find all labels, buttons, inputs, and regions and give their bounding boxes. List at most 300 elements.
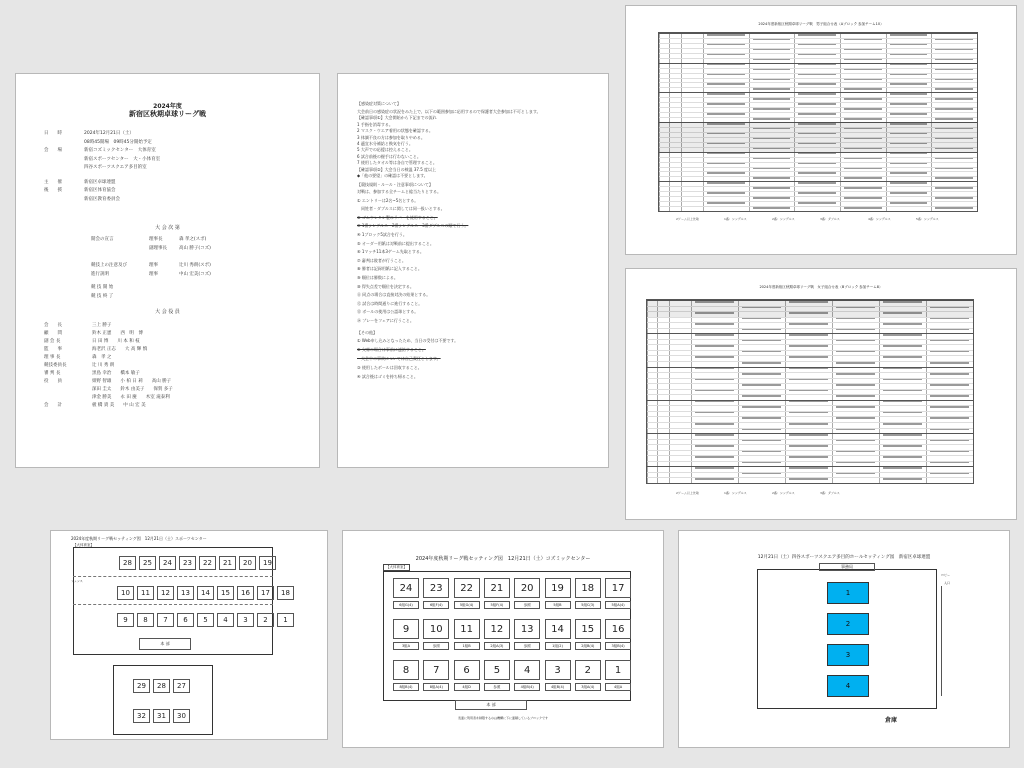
p1-officer-row [44, 331, 143, 337]
p6-table: 20 [514, 578, 540, 598]
p6-table-label: 4組A [605, 683, 631, 691]
grid-cell-text [789, 423, 828, 425]
grid-row-line [659, 196, 977, 197]
grid-cell-text [844, 79, 882, 81]
p6-table-label: 1組B [454, 642, 480, 650]
p1-officer-names: 黒島 幸治 橋本 敏子 [92, 371, 140, 376]
p5-honbu-label: 本 部 [160, 641, 170, 646]
p5-table: 15 [217, 586, 234, 600]
grid-cell-text [930, 373, 969, 375]
grid-cell-text [742, 373, 781, 375]
grid-cell-text [789, 456, 828, 458]
grid-cell-text [789, 379, 828, 381]
p5-small-table: 28 [153, 679, 170, 693]
grid-cell-text [742, 395, 781, 397]
p6-table: 14 [545, 619, 571, 639]
p5-fence-label: フェンス [71, 579, 83, 583]
p6-table: 6 [454, 660, 480, 680]
grid-cell-text [695, 478, 734, 480]
grid-cell-text [753, 79, 791, 81]
grid-cell-text [695, 323, 734, 325]
grid-cell-text [753, 207, 791, 209]
grid-row-line [659, 176, 977, 177]
grid-row-line [659, 206, 977, 207]
p1-officer-row [44, 387, 173, 393]
grid-row-line [647, 461, 973, 462]
grid-cell-text [883, 356, 922, 358]
p1-officer-row [44, 395, 170, 401]
grid-cell-text [935, 98, 973, 100]
grid-row-line [647, 416, 973, 417]
grid-cell-text [883, 401, 922, 403]
p7-title: 12月21日（土）四谷スポーツスクエア多目的ホールセッティング図 新宿区卓球連盟 [757, 555, 931, 560]
p1-info-key: 主 催 [44, 179, 62, 185]
p1-info-row [44, 188, 116, 194]
p6-footnote: 表面に利用者を制限するのは機構に下に面積しているブロックです [458, 716, 548, 720]
p6-table-label: 参照 [423, 642, 449, 650]
grid-cell-text [695, 456, 734, 458]
grid-cell-text [753, 59, 791, 61]
grid-cell-text [890, 153, 928, 155]
p7-entrance: 入口 [944, 581, 951, 585]
p5-table: 7 [157, 613, 174, 627]
p1-program-row [91, 263, 211, 269]
p5-small-table: 31 [153, 709, 170, 723]
p6-table-label: 5組G(4) [454, 601, 480, 609]
p6-table: 9 [393, 619, 419, 639]
p2-top-line: 3 体調不良の方は参加を取りやめる。 [357, 134, 425, 140]
grid-cell-text [798, 172, 836, 174]
p1-info-value: 新宿区卓球連盟 [84, 179, 116, 185]
p2-top-line: 7 使用したタオル等は各自で管理すること。 [357, 160, 437, 166]
grid-cell-text [836, 429, 875, 431]
grid-cell-text [883, 368, 922, 370]
document-page-7[interactable] [678, 530, 1010, 748]
grid-cell-text [707, 163, 745, 165]
p5-small-table: 27 [173, 679, 190, 693]
grid-cell-text [836, 417, 875, 419]
grid-cell-text [836, 406, 875, 408]
grid-cell-text [789, 401, 828, 403]
p2-top-line: 6 試合前後の握手は行わないこと。 [357, 153, 421, 159]
p5-table: 19 [259, 556, 276, 570]
grid-cell-text [844, 177, 882, 179]
p1-officer-row [44, 379, 171, 385]
p6-table: 5 [484, 660, 510, 680]
grid-cell-text [890, 182, 928, 184]
p5-dashed-line [73, 604, 273, 605]
p1-program-name: 中山 宏美(コズ) [179, 272, 211, 277]
p6-table-label: 5組B [545, 601, 571, 609]
grid-row-line [659, 167, 977, 168]
grid-cell-text [695, 412, 734, 414]
p1-year-title: 2024年度 [153, 103, 182, 110]
p1-officer-role: 会 長 [44, 323, 62, 328]
p5-table: 20 [239, 556, 256, 570]
grid-cell-text [844, 59, 882, 61]
grid-cell-text [707, 182, 745, 184]
p1-info-row [44, 148, 156, 154]
grid-row-line [659, 87, 977, 88]
grid-cell-text [935, 177, 973, 179]
grid-cell-text [890, 202, 928, 204]
p1-officer-names: 深田 圭太 鈴木 由美子 保賀 多子 [92, 387, 173, 392]
grid-cell-text [789, 434, 828, 436]
p5-table: 21 [219, 556, 236, 570]
p6-table-label: 3組B(4) [605, 642, 631, 650]
grid-cell-text [935, 187, 973, 189]
p1-officer-names: 森 孝 之 [92, 355, 112, 360]
grid-cell-text [844, 69, 882, 71]
p6-table: 21 [484, 578, 510, 598]
grid-cell-text [798, 192, 836, 194]
grid-cell-text [798, 103, 836, 105]
p1-program-name: 辻川 秀朗(スポ) [179, 263, 211, 268]
grid-row-line [659, 107, 977, 108]
grid-cell-text [935, 168, 973, 170]
p1-officer-row [44, 403, 146, 409]
p5-table: 9 [117, 613, 134, 627]
grid-cell-text [742, 473, 781, 475]
p6-subtitle: 【大体育室】 [383, 564, 410, 571]
p5-title: 2024年度秋期リーグ戦セッティング図 12月21日（土）スポーツセンター [71, 536, 207, 541]
footer-item: 1番：シングルス [724, 217, 747, 221]
grid-row-line [647, 372, 973, 373]
p7-lobby: ロビー [941, 573, 950, 577]
grid-cell-text [930, 351, 969, 353]
p5-table: 23 [179, 556, 196, 570]
grid-cell-text [789, 412, 828, 414]
grid-cell-text [789, 478, 828, 480]
grid-cell-text [836, 451, 875, 453]
p4-match-grid [646, 299, 974, 484]
p1-program-key: 開会の宣言 [91, 237, 114, 242]
p5-table: 16 [237, 586, 254, 600]
grid-cell-text [742, 429, 781, 431]
grid-cell-text [707, 64, 745, 66]
grid-cell-text [742, 329, 781, 331]
p6-table: 8 [393, 660, 419, 680]
p6-table: 16 [605, 619, 631, 639]
p1-info-key: 会 場 [44, 148, 62, 153]
p5-table: 25 [139, 556, 156, 570]
grid-cell-text [753, 197, 791, 199]
grid-cell-text [930, 395, 969, 397]
grid-cell-text [883, 323, 922, 325]
p1-info-row [44, 180, 116, 186]
p1-officer-row [44, 339, 140, 345]
p2-other-line: 大会中の事故については自己責任とします。 [357, 356, 441, 361]
grid-cell-text [935, 207, 973, 209]
p5-table: 3 [237, 613, 254, 627]
grid-cell-text [695, 379, 734, 381]
p6-table-label: 6組G(4) [393, 601, 419, 609]
p2-rule-line: ① エントリーは2名~5名とする。 [357, 197, 419, 203]
grid-cell-text [695, 445, 734, 447]
p6-table: 10 [423, 619, 449, 639]
p1-officer-role: 役 員 [44, 379, 62, 384]
grid-cell-text [890, 93, 928, 95]
grid-cell-text [707, 54, 745, 56]
grid-cell-text [836, 351, 875, 353]
grid-cell-text [844, 108, 882, 110]
grid-cell-text [789, 345, 828, 347]
p5-small-table: 30 [173, 709, 190, 723]
grid-cell-text [935, 59, 973, 61]
grid-cell-text [742, 462, 781, 464]
p1-program-row [91, 272, 211, 278]
p2-rule-line: ⑪ 同点の場合は直接対決の結果とする。 [357, 292, 431, 298]
p2-other-line: ③ 使用したボールは回収すること。 [357, 365, 422, 370]
grid-cell-text [890, 163, 928, 165]
grid-cell-text [890, 64, 928, 66]
grid-cell-text [707, 192, 745, 194]
p5-honbu [139, 638, 191, 650]
p6-table: 3 [545, 660, 571, 680]
grid-cell-text [695, 345, 734, 347]
p1-officer-names: 辻 川 秀 朗 [92, 363, 115, 368]
grid-cell-text [836, 318, 875, 320]
grid-cell-text [789, 467, 828, 469]
p6-table: 19 [545, 578, 571, 598]
grid-cell-text [742, 417, 781, 419]
grid-cell-text [707, 202, 745, 204]
p2-top-line: 2 マスク・ウエア着用の状態を確認する。 [357, 128, 433, 134]
p1-info-value: 08時45開場 09時45分開始予定 [84, 139, 152, 145]
grid-row-line [647, 317, 973, 318]
p1-program-key: 進行説明 [91, 272, 109, 277]
p7-table: 4 [827, 675, 869, 697]
grid-cell-text [930, 329, 969, 331]
p5-table: 6 [177, 613, 194, 627]
p1-info-row [44, 131, 134, 137]
grid-cell-text [789, 368, 828, 370]
grid-cell-text [707, 74, 745, 76]
grid-cell-text [883, 456, 922, 458]
grid-cell-text [695, 390, 734, 392]
grid-cell-text [753, 49, 791, 51]
footer-item: 2番：シングルス [772, 491, 795, 495]
grid-row-line [659, 117, 977, 118]
p1-officer-role: 会 計 [44, 403, 62, 408]
p2-heading: 【感染症対策について】 [357, 101, 401, 106]
p2-rule-line: ③ 1番シングルス・2番シングルス・3番ダブルスの順で行う。 [357, 223, 469, 229]
p5-table: 24 [159, 556, 176, 570]
p1-info-value: 新宿区教育委員会 [84, 196, 120, 202]
grid-cell-text [695, 368, 734, 370]
p5-table: 22 [199, 556, 216, 570]
p2-rules-head: 【競技規則・ルール・注意事項について】 [357, 182, 433, 187]
grid-cell-text [935, 197, 973, 199]
p1-program-role: 理事 [149, 263, 158, 268]
p1-info-key: 日 時 [44, 131, 62, 136]
p6-table: 12 [484, 619, 510, 639]
grid-cell-text [890, 34, 928, 36]
grid-cell-text [883, 434, 922, 436]
grid-cell-text [798, 34, 836, 36]
p2-top-line: 5 大声での応援は控えること。 [357, 147, 413, 153]
grid-cell-text [789, 323, 828, 325]
footer-item: 5番：シングルス [916, 217, 939, 221]
document-page-1[interactable] [15, 73, 320, 468]
document-page-3[interactable] [625, 5, 1017, 255]
p2-top-line: 1 手指を消毒する。 [357, 121, 393, 127]
grid-cell-text [753, 39, 791, 41]
p2-top-line: 大会前日の感染症の状況をみた上で、以下の範囲参加に応用するので保護者大会参加は不可とします。 [357, 109, 541, 114]
grid-cell-text [930, 451, 969, 453]
p5-dashed-line [73, 576, 273, 577]
p1-program-role: 副理事長 [149, 246, 167, 251]
grid-cell-text [883, 478, 922, 480]
p6-honbu [455, 700, 527, 710]
grid-cell-text [836, 340, 875, 342]
grid-cell-text [753, 168, 791, 170]
p6-table: 2 [575, 660, 601, 680]
p6-table-label: 5組A(4) [605, 601, 631, 609]
document-page-5[interactable] [50, 530, 328, 740]
grid-cell-text [890, 74, 928, 76]
grid-cell-text [789, 356, 828, 358]
grid-row-line [647, 361, 973, 362]
grid-cell-text [844, 88, 882, 90]
grid-cell-text [798, 113, 836, 115]
footer-item: 2番：シングルス [772, 217, 795, 221]
footer-item: 4番：シングルス [868, 217, 891, 221]
p1-program-key: 競 技 開 始 [91, 285, 114, 290]
p1-officer-names: 三上 勝子 [92, 323, 112, 328]
grid-cell-text [890, 113, 928, 115]
grid-cell-text [798, 93, 836, 95]
p6-table: 17 [605, 578, 631, 598]
p3-match-grid [658, 32, 978, 212]
p2-rule-line: ⑩ 得失点差で順位を決定する。 [357, 283, 414, 289]
p6-table-label: 8組A(4) [423, 683, 449, 691]
p6-title: 2024年度秋期リーグ戦セッティング図 12月21日（土）コズミックセンター [415, 556, 591, 562]
p2-rule-line: ⑧ 勝者は記録用紙に記入すること。 [357, 266, 422, 272]
grid-cell-text [798, 163, 836, 165]
document-page-6[interactable] [342, 530, 664, 748]
p5-small-table: 29 [133, 679, 150, 693]
p2-other-line: ① Web申し込みとなったため、当日の受付は不要です。 [357, 338, 459, 343]
p7-table: 2 [827, 613, 869, 635]
grid-cell-text [935, 79, 973, 81]
p1-officer-row [44, 363, 114, 369]
grid-cell-text [844, 197, 882, 199]
p1-program-name: 森 孝之(スポ) [179, 237, 207, 242]
document-page-4[interactable] [625, 268, 1017, 520]
grid-cell-text [930, 340, 969, 342]
grid-cell-text [695, 334, 734, 336]
p3-title: 2024年度新宿区秋期卓球リーグ戦 男子組合せ表（Aブロック 参加チーム10） [758, 22, 884, 26]
p7-table: 3 [827, 644, 869, 666]
document-page-2[interactable] [337, 73, 609, 468]
p6-table: 7 [423, 660, 449, 680]
p2-rule-line: ⑤ オーダー用紙は対戦前に提出すること。 [357, 240, 434, 246]
grid-cell-text [753, 88, 791, 90]
p6-table: 18 [575, 578, 601, 598]
p1-officer-role: 顧 問 [44, 331, 62, 336]
grid-cell-text [753, 177, 791, 179]
footer-item: 1番：シングルス [724, 491, 747, 495]
grid-row-line [647, 383, 973, 384]
grid-cell-text [707, 83, 745, 85]
p1-officer-role: 競技委員長 [44, 363, 67, 368]
p5-table: 11 [137, 586, 154, 600]
grid-cell-text [753, 187, 791, 189]
grid-row-line [647, 428, 973, 429]
p1-officer-role: 審 判 長 [44, 371, 61, 376]
p6-table-label: 4組B(4) [545, 683, 571, 691]
p5-table: 13 [177, 586, 194, 600]
p2-rule-line: ⑨ 順位は勝数による。 [357, 275, 398, 280]
grid-cell-text [707, 113, 745, 115]
grid-cell-text [935, 69, 973, 71]
grid-cell-text [695, 467, 734, 469]
grid-cell-text [836, 395, 875, 397]
p2-top-line: 【確認事項①】大会開始から下記までの流れ [357, 115, 437, 121]
grid-cell-text [798, 44, 836, 46]
grid-cell-text [753, 69, 791, 71]
grid-cell-text [695, 356, 734, 358]
p1-info-value: 2024年12月21日（土） [84, 131, 134, 136]
p5-table: 2 [257, 613, 274, 627]
p6-table-label: 8組B(4) [393, 683, 419, 691]
grid-cell-text [935, 49, 973, 51]
grid-cell-text [707, 34, 745, 36]
p1-program-row [91, 237, 206, 243]
grid-row-line [647, 339, 973, 340]
p2-top-line: 【確認事項②】大会当日の検温 37.5 度以上 [357, 166, 437, 172]
p6-table: 15 [575, 619, 601, 639]
grid-row-line [647, 350, 973, 351]
grid-cell-text [798, 64, 836, 66]
p6-table-label: 2組B(4) [575, 642, 601, 650]
p1-officer-names: 板 橋 貴 美 中 山 宏 美 [92, 403, 146, 408]
grid-cell-text [753, 98, 791, 100]
grid-cell-text [695, 434, 734, 436]
p5-table: 28 [119, 556, 136, 570]
p5-small-table: 32 [133, 709, 150, 723]
p6-table-label: 3組A(4) [575, 683, 601, 691]
grid-cell-text [753, 108, 791, 110]
p1-officer-row [44, 347, 147, 353]
grid-cell-text [695, 401, 734, 403]
grid-cell-text [935, 158, 973, 160]
grid-cell-text [742, 451, 781, 453]
grid-cell-text [742, 362, 781, 364]
grid-cell-text [836, 362, 875, 364]
p1-officer-names: 津金 勝美 永 田 慶 木室 滝泰利 [92, 395, 170, 400]
grid-cell-text [844, 207, 882, 209]
p1-officer-names: 鈴木 正憲 西 明 博 [92, 331, 143, 336]
p1-program-row [91, 294, 179, 300]
grid-cell-text [789, 445, 828, 447]
p1-officers-title: 大 会 役 員 [155, 309, 180, 315]
p2-rule-line: ⑭ プレーをフェアに行うこと。 [357, 318, 414, 323]
p1-info-row [44, 157, 160, 163]
grid-cell-text [789, 390, 828, 392]
p1-program-key: 競 技 終 了 [91, 294, 114, 299]
p5-table: 12 [157, 586, 174, 600]
p6-table-label: 5組F(4) [484, 601, 510, 609]
p1-program-role: 理事 [149, 272, 158, 277]
grid-cell-text [798, 74, 836, 76]
grid-cell-text [836, 373, 875, 375]
grid-cell-text [742, 318, 781, 320]
grid-row-line [647, 439, 973, 440]
grid-cell-text [707, 44, 745, 46]
grid-cell-text [930, 462, 969, 464]
